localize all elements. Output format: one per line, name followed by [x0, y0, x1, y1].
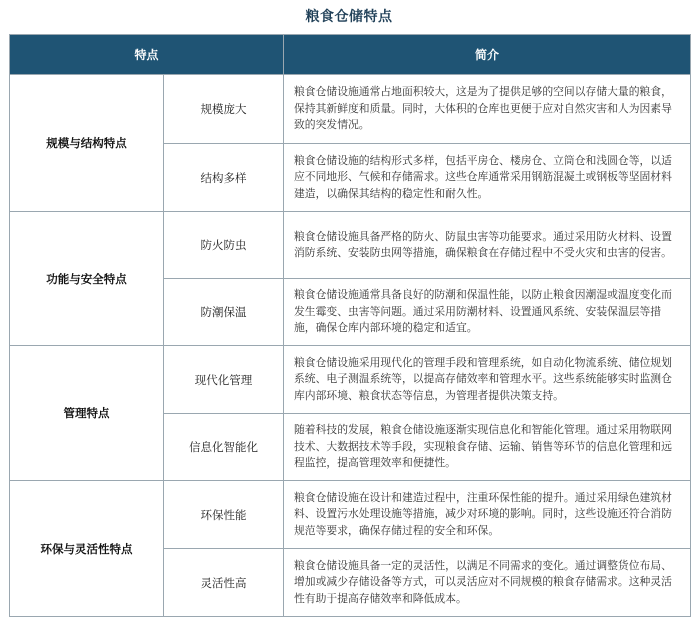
category-cell: 规模与结构特点 [10, 75, 164, 212]
category-cell: 环保与灵活性特点 [10, 481, 164, 617]
description-cell: 粮食仓储设施通常具备良好的防潮和保温性能，以防止粮食因潮湿或温度变化而发生霉变、虫害等问题。通过采用防潮材料、设置通风系统、安装保温层等措施，确保仓库内部环境的稳定和适宜。 [284, 279, 691, 346]
table-header-row [10, 35, 691, 75]
table-row [10, 75, 691, 144]
category-cell: 功能与安全特点 [10, 212, 164, 346]
description-cell: 粮食仓储设施具备严格的防火、防鼠虫害等功能要求。通过采用防火材料、设置消防系统、安装防虫网等措施，确保粮食在存储过程中不受火灾和虫害的侵害。 [284, 212, 691, 279]
header-feature: 特点 [10, 35, 284, 75]
table-row [10, 481, 691, 549]
feature-cell: 结构多样 [164, 144, 284, 212]
header-intro: 简介 [284, 35, 691, 75]
feature-cell: 信息化智能化 [164, 414, 284, 481]
table-row [10, 212, 691, 279]
characteristics-table [9, 34, 691, 617]
feature-cell: 灵活性高 [164, 549, 284, 617]
description-cell: 粮食仓储设施具备一定的灵活性，以满足不同需求的变化。通过调整货位布局、增加或减少存储设备等方式，可以灵活应对不同规模的粮食存储需求。这种灵活性有助于提高存储效率和降低成本。 [284, 549, 691, 617]
feature-cell: 防火防虫 [164, 212, 284, 279]
description-cell: 粮食仓储设施的结构形式多样，包括平房仓、楼房仓、立筒仓和浅圆仓等，以适应不同地形、气候和存储需求。这些仓库通常采用钢筋混凝土或钢板等坚固材料建造，以确保其结构的稳定性和耐久性。 [284, 144, 691, 212]
category-cell: 管理特点 [10, 346, 164, 481]
feature-cell: 现代化管理 [164, 346, 284, 414]
description-cell: 随着科技的发展，粮食仓储设施逐渐实现信息化和智能化管理。通过采用物联网技术、大数据技术等手段，实现粮食存储、运输、销售等环节的信息化管理和远程监控，提高管理效率和便捷性。 [284, 414, 691, 481]
feature-cell: 环保性能 [164, 481, 284, 549]
feature-cell: 防潮保温 [164, 279, 284, 346]
description-cell: 粮食仓储设施在设计和建造过程中，注重环保性能的提升。通过采用绿色建筑材料、设置污水处理设施等措施，减少对环境的影响。同时，这些设施还符合消防规范等要求，确保存储过程的安全和环保。 [284, 481, 691, 549]
description-cell: 粮食仓储设施采用现代化的管理手段和管理系统，如自动化物流系统、储位规划系统、电子测温系统等，以提高存储效率和管理水平。这些系统能够实时监测仓库内部环境、粮食状态等信息，为管理者提供决策支持。 [284, 346, 691, 414]
description-cell: 粮食仓储设施通常占地面积较大，这是为了提供足够的空间以存储大量的粮食，保持其新鲜度和质量。同时，大体积的仓库也更便于应对自然灾害和人为因素导致的突发情况。 [284, 75, 691, 144]
table-row [10, 346, 691, 414]
feature-cell: 规模庞大 [164, 75, 284, 144]
page-title: 粮食仓储特点 [305, 9, 393, 25]
